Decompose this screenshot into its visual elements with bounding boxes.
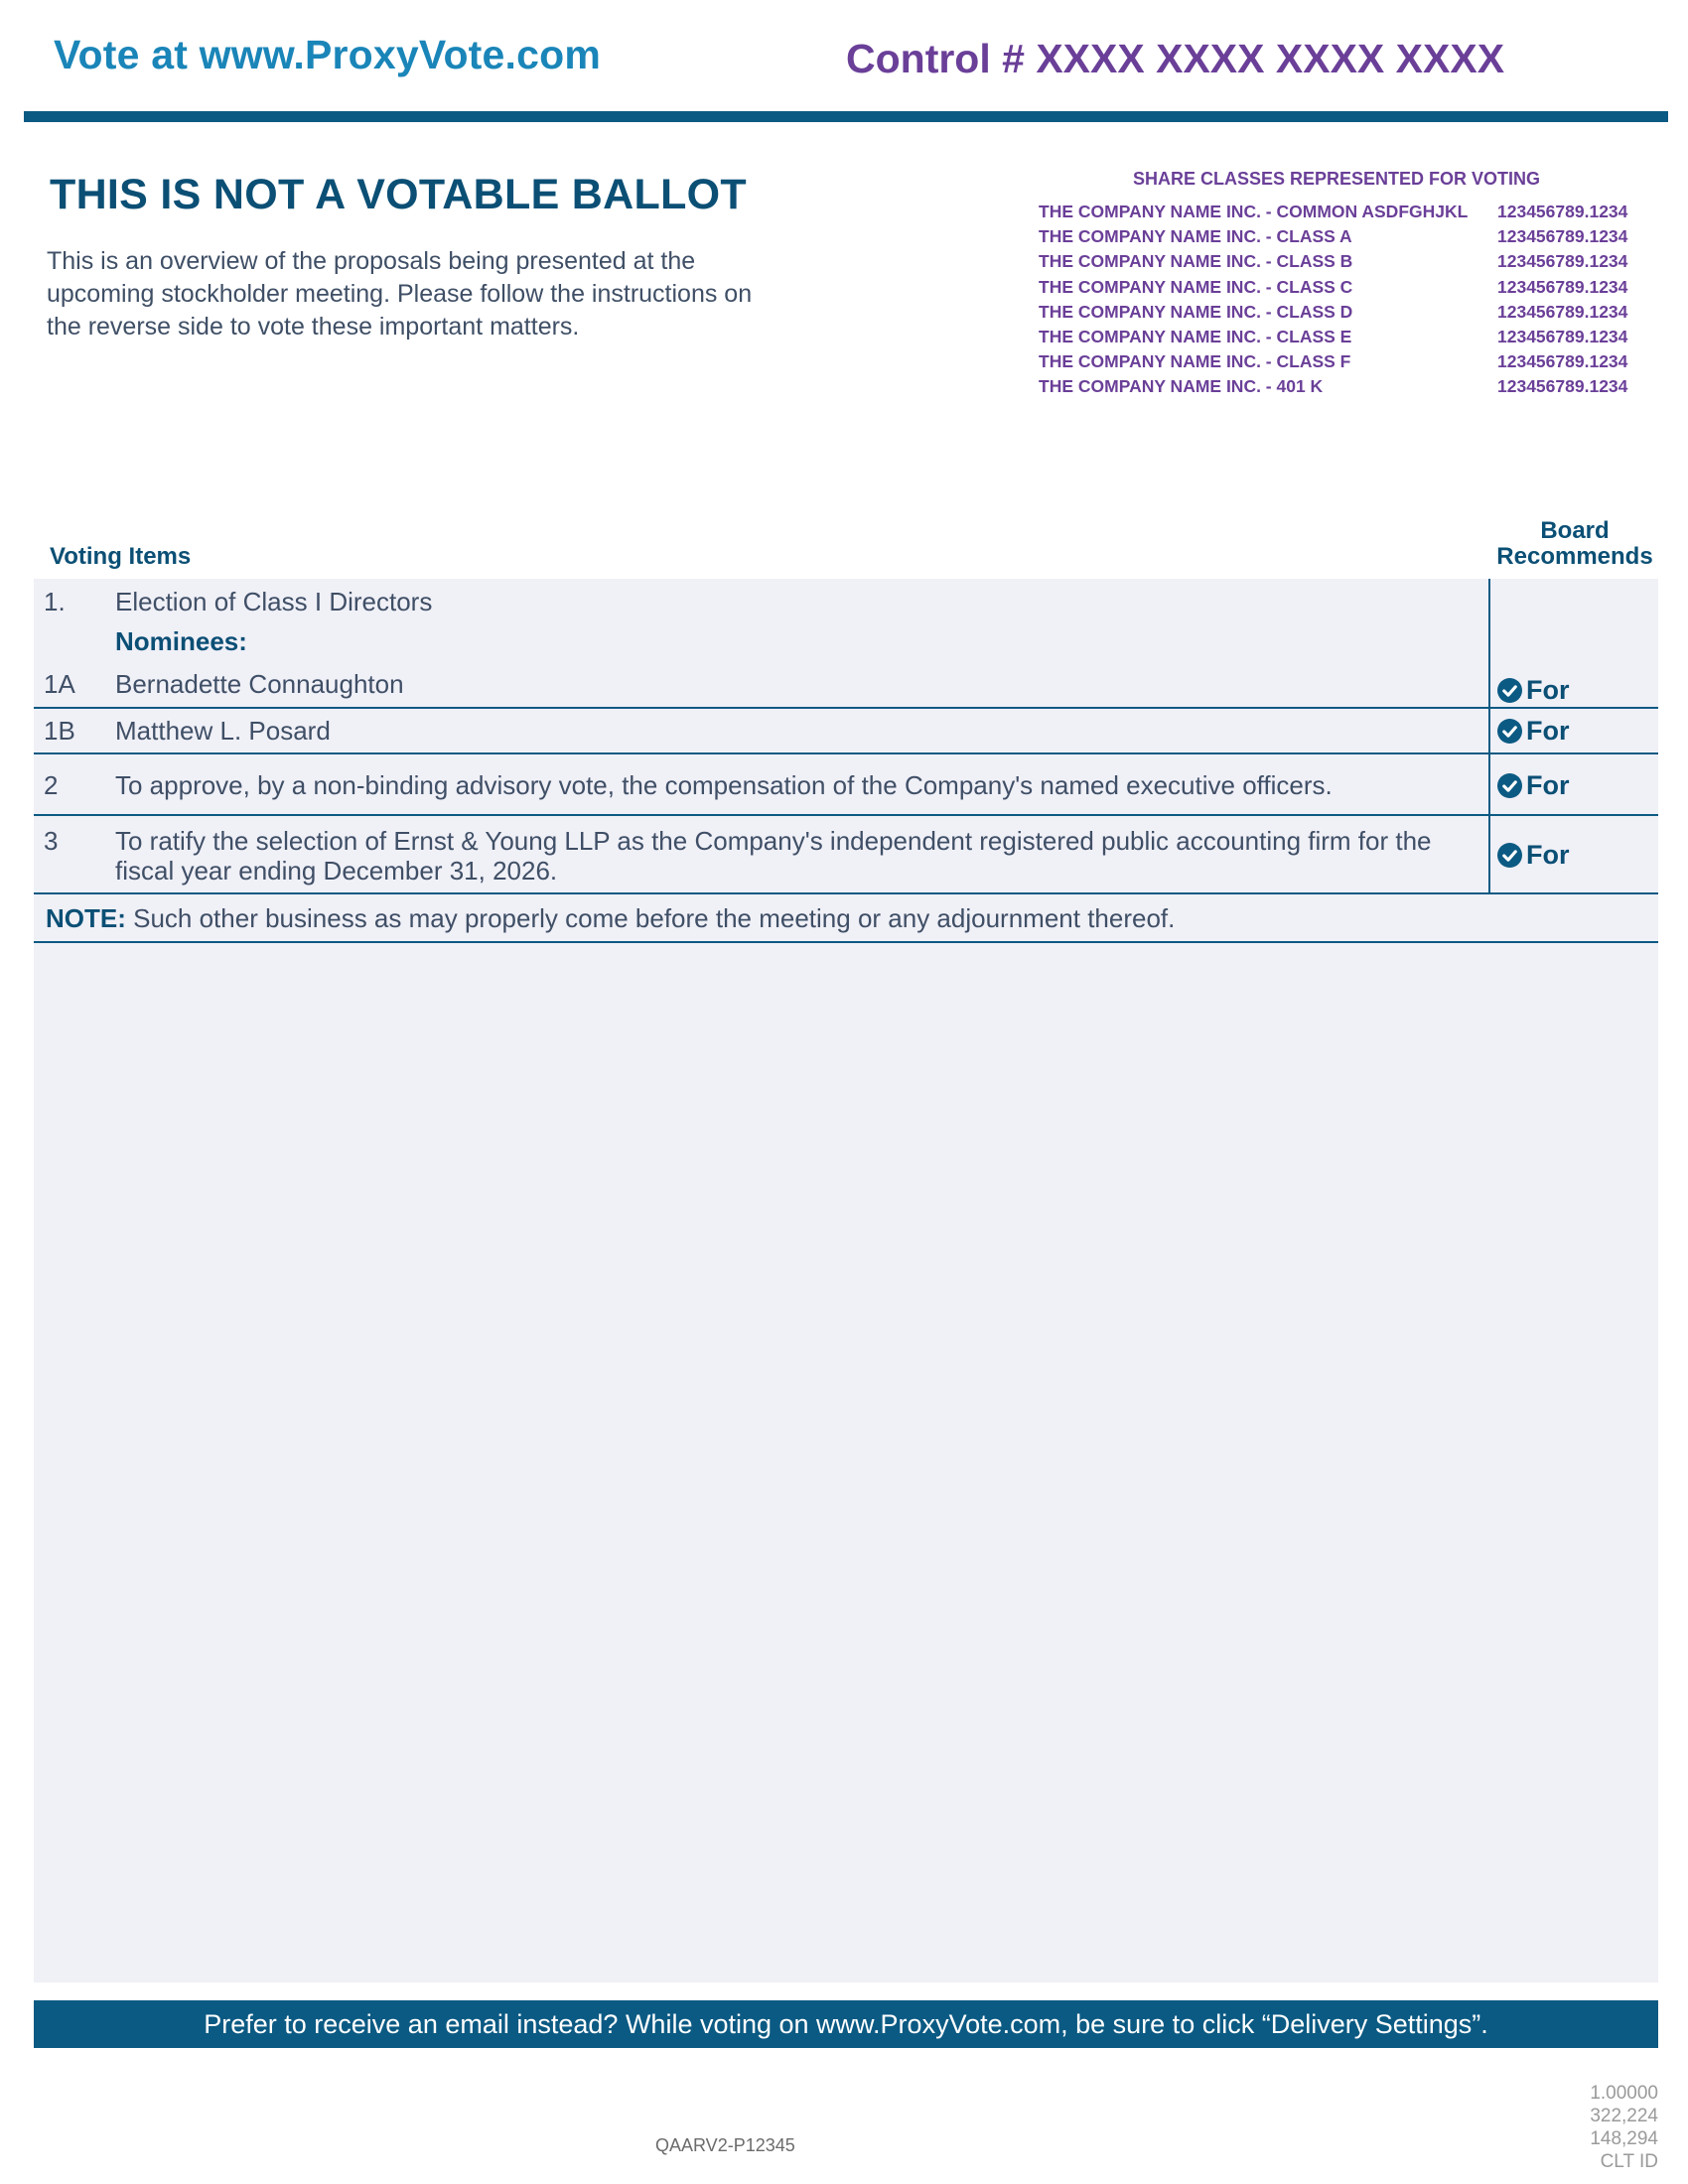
voting-items-heading: Voting Items — [50, 543, 192, 570]
recommendation-text: For — [1526, 770, 1570, 800]
intro-line: This is an overview of the proposals being presented at the — [47, 247, 696, 275]
share-classes-list — [1039, 200, 1644, 400]
control-number: Control # XXXX XXXX XXXX XXXX — [846, 36, 1505, 81]
meta-info — [1529, 2082, 1658, 2173]
share-class-name: THE COMPANY NAME INC. - CLASS E — [1039, 327, 1352, 347]
share-class-count: 123456789.1234 — [1497, 327, 1628, 347]
meta-line: 1.00000 — [1590, 2083, 1658, 2104]
note-text: Such other business as may properly come before the meeting or any adjournment thereof. — [125, 903, 1176, 933]
check-circle-icon — [1497, 719, 1522, 744]
share-class-count: 123456789.1234 — [1497, 276, 1628, 297]
recommendation — [1497, 840, 1570, 871]
header-divider — [24, 111, 1668, 122]
recommendation-text: For — [1526, 716, 1570, 746]
share-class-row — [1039, 300, 1644, 325]
item-text-line: To ratify the selection of Ernst & Young LLP as the Company's independent registered public accounting firm for the — [115, 826, 1432, 856]
reference-code: QAARV2-P12345 — [655, 2135, 795, 2155]
share-class-count: 123456789.1234 — [1497, 351, 1628, 372]
item-number: 1A — [44, 669, 75, 699]
recommendation — [1497, 716, 1570, 747]
nominees-label: Nominees: — [115, 626, 247, 656]
row-divider — [34, 941, 1658, 943]
recommend-column-divider — [1488, 579, 1490, 894]
intro-line: upcoming stockholder meeting. Please follow the instructions on — [47, 280, 753, 308]
recommendation — [1497, 675, 1570, 706]
check-circle-icon — [1497, 678, 1522, 703]
meta-line: 148,294 — [1590, 2128, 1658, 2149]
share-class-name: THE COMPANY NAME INC. - CLASS C — [1039, 276, 1353, 297]
row-divider — [34, 707, 1658, 709]
intro-text — [47, 245, 841, 343]
check-circle-icon — [1497, 843, 1522, 868]
email-delivery-banner: Prefer to receive an email instead? While voting on www.ProxyVote.com, be sure to click “Delivery Settings”. — [34, 2000, 1658, 2048]
share-class-name: THE COMPANY NAME INC. - CLASS D — [1039, 301, 1353, 322]
vote-url-heading: Vote at www.ProxyVote.com — [54, 32, 602, 77]
row-divider — [34, 814, 1658, 816]
row-divider — [34, 892, 1658, 894]
share-class-name: THE COMPANY NAME INC. - CLASS B — [1039, 251, 1353, 272]
share-class-row — [1039, 325, 1644, 349]
item-number: 1. — [44, 587, 66, 616]
item-text: To approve, by a non-binding advisory vote, the compensation of the Company's named executive officers. — [115, 770, 1333, 800]
share-class-name: THE COMPANY NAME INC. - CLASS F — [1039, 351, 1351, 372]
item-number: 3 — [44, 826, 59, 856]
share-class-count: 123456789.1234 — [1497, 226, 1628, 247]
share-class-count: 123456789.1234 — [1497, 202, 1628, 222]
note-label: NOTE: — [46, 903, 126, 933]
item-text-line: fiscal year ending December 31, 2026. — [115, 856, 558, 886]
share-class-row — [1039, 374, 1644, 399]
share-classes-title: SHARE CLASSES REPRESENTED FOR VOTING — [1132, 169, 1541, 189]
meta-line: 322,224 — [1590, 2106, 1658, 2126]
recommendation — [1497, 770, 1570, 801]
share-class-row — [1039, 200, 1644, 224]
share-class-row — [1039, 349, 1644, 374]
page-title: THIS IS NOT A VOTABLE BALLOT — [50, 171, 747, 218]
intro-line: the reverse side to vote these important matters. — [47, 313, 580, 341]
check-circle-icon — [1497, 773, 1522, 798]
item-text: Matthew L. Posard — [115, 716, 331, 746]
board-label-line: Board — [1540, 517, 1610, 544]
share-class-name: THE COMPANY NAME INC. - CLASS A — [1039, 226, 1352, 247]
board-recommends-heading — [1489, 518, 1660, 570]
share-class-count: 123456789.1234 — [1497, 251, 1628, 272]
share-class-row — [1039, 249, 1644, 274]
share-class-row — [1039, 275, 1644, 300]
share-class-count: 123456789.1234 — [1497, 301, 1628, 322]
share-class-count: 123456789.1234 — [1497, 376, 1628, 397]
share-class-name: THE COMPANY NAME INC. - 401 K — [1039, 376, 1324, 397]
item-text: Election of Class I Directors — [115, 587, 433, 616]
board-label-line: Recommends — [1496, 543, 1653, 570]
item-number: 2 — [44, 770, 59, 800]
share-class-name: THE COMPANY NAME INC. - COMMON ASDFGHJKL — [1039, 202, 1469, 222]
item-text: Bernadette Connaughton — [115, 669, 404, 699]
item-text — [115, 826, 1485, 886]
recommendation-text: For — [1526, 675, 1570, 705]
item-number: 1B — [44, 716, 75, 746]
row-divider — [34, 752, 1658, 754]
recommendation-text: For — [1526, 840, 1570, 870]
share-class-row — [1039, 224, 1644, 249]
meta-line: CLT ID — [1600, 2151, 1658, 2172]
note — [46, 903, 1175, 934]
